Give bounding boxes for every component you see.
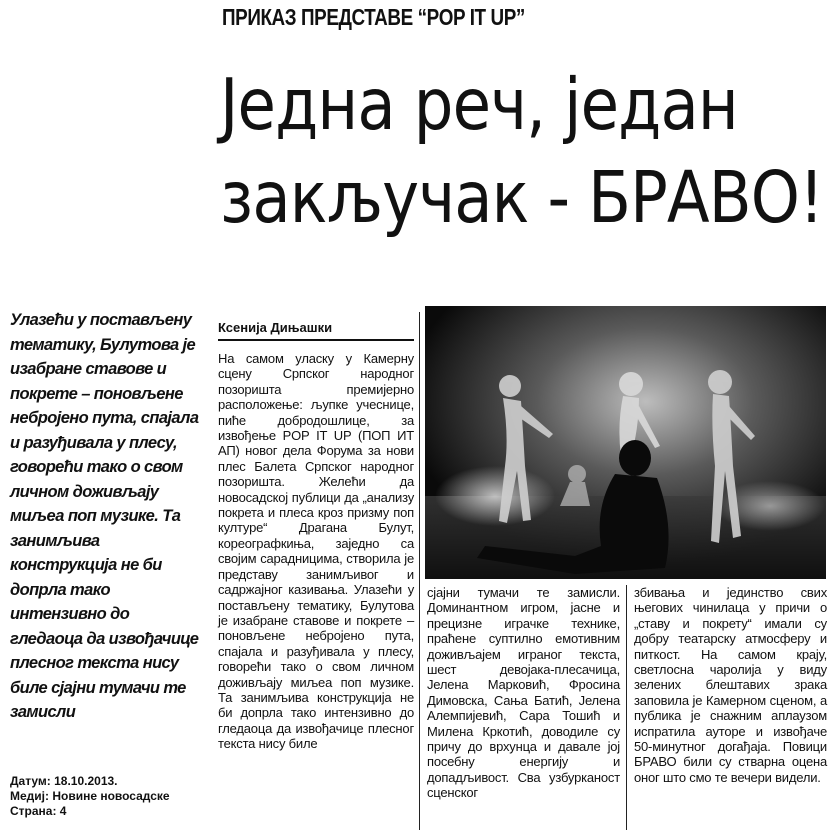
headline-line-1: Једна реч, један [220, 63, 738, 146]
headline [220, 58, 824, 244]
column-2-text: сјајни тумачи те замисли. Доминантном игром, јасне и прецизне играчке технике, праћене суптилно емотивним доживљајем играног текста, шест девојака-плесачица, Јелена Марковић, Фросина Димовска, Сања Батић, Јелена Алемпијевић, Сара Тошић и Милена Кркотић, доводиле су причу до врхунца и давале јој посебну енергију и допадљивост. Сва узбурканост сценског [427, 585, 620, 801]
meta-date: Датум: 18.10.2013. [10, 774, 118, 788]
column-divider-2 [626, 585, 627, 830]
column-divider [419, 312, 420, 830]
pull-quote: Улазећи у постављену тематику, Булутова је изабране ставове и покрете – поновљене небројено пута, спајала и разуђивала у плесу, говорећи тако о свом личном доживљају миљеа поп музике. Та занимљива конструкција не би допрла тако интензивно до гледаоца да извођачице плесног текста нису биле сјајни тумачи те замисли [10, 311, 199, 721]
dancers-photo-icon [425, 306, 826, 579]
kicker: ПРИКАЗ ПРЕДСТАВЕ “POP IT UP” [222, 4, 525, 30]
article-column-3 [634, 585, 827, 785]
stage-photo [425, 306, 826, 579]
article-column-1 [218, 318, 414, 752]
article-column-2 [427, 585, 620, 801]
headline-line-2: закључак - БРАВО! [220, 156, 824, 239]
clipping-meta [10, 774, 210, 819]
author-byline: Ксенија Дињашки [218, 318, 414, 341]
meta-medium: Медиј: Новине новосадске [10, 789, 170, 803]
column-3-text: збивања и јединство свих његових чинилаца у причи о „ставу и покрету“ имали су добру театарску атмосферу и питкост. На самом крају, светлосна чаролија у виду зелених блештавих зрака заповила је Камерном сценом, а публика је снажним аплаузом испратила ауторе и извођаче 50-минутног догађаја. Повици БРАВО били су стварна оцена оног што смо те вечери видели. [634, 585, 827, 785]
column-1-text: На самом уласку у Камерну сцену Српског народног позоришта премијерно расположење: љупке учеснице, пиће добродошлице, за извођење POP IT UP (ПОП ИТ АП) новог дела Форума за нови плес Балета Српског народног позоришта. Желећи да новосадској публици да „анализу покрета и плеса кроз призму поп културе“ Драгана Булут, кореографкиња, заједно са својим сарадницима, створила је представу занимљивог и садржајног казивања. Улазећи у постављену тематику, Булутова је изабране ставове и покрете – поновљене небројено пута, спајала и разуђивала у плесу, говорећи тако о свом личном доживљају миљеа поп музике. Та занимљива конструкција не би допрла тако интензивно до гледаоца да извођачице плесног текста нису биле [218, 351, 414, 752]
meta-page: Страна: 4 [10, 804, 67, 818]
